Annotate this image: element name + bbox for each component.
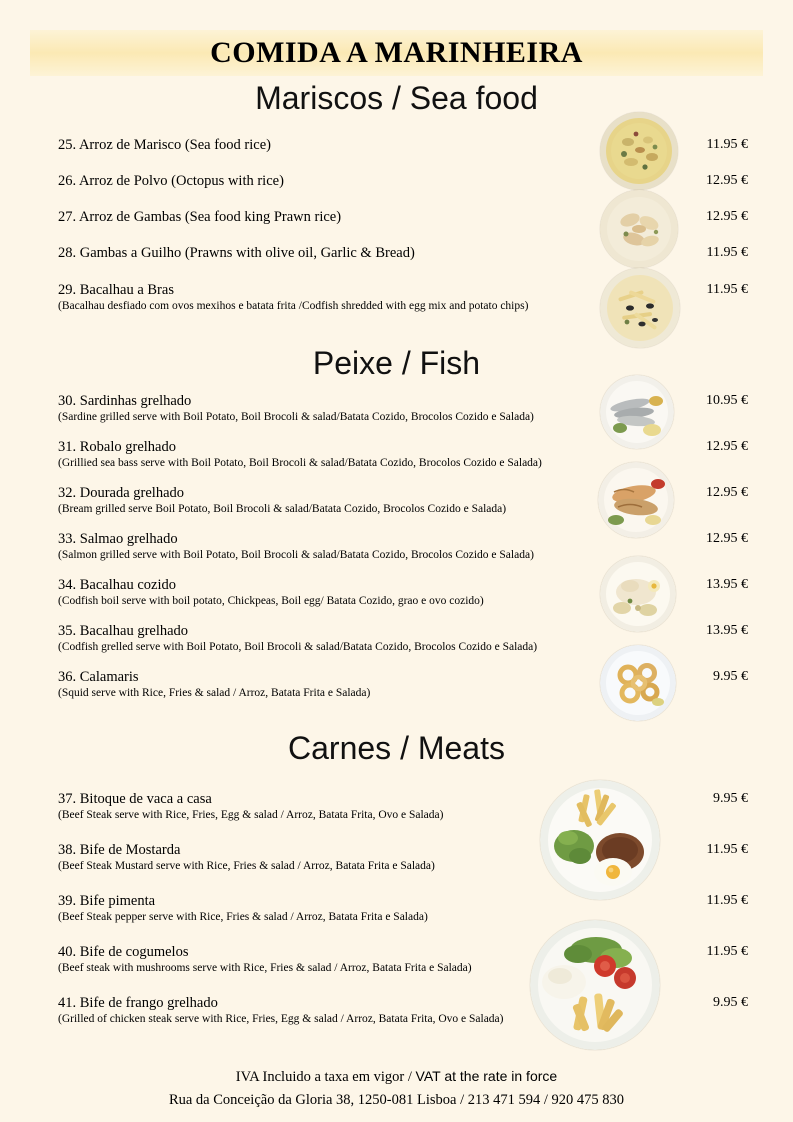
item-name: 34. Bacalhau cozido — [58, 576, 176, 593]
item-price: 12.95 € — [706, 173, 748, 189]
calamari-photo — [600, 645, 676, 721]
item-price: 11.95 € — [706, 245, 748, 261]
bacalhau-bras-photo — [600, 268, 680, 348]
item-price: 12.95 € — [706, 438, 748, 454]
item-name: 29. Bacalhau a Bras — [58, 281, 174, 298]
grilled-sardines-photo — [600, 375, 674, 449]
item-name: 35. Bacalhau grelhado — [58, 622, 189, 639]
item-name: 28. Gambas a Guilho (Prawns with olive oil, Garlic & Bread) — [58, 245, 415, 262]
section-heading-meats: Carnes / Meats — [288, 730, 505, 766]
item-name: 32. Dourada grelhado — [58, 484, 185, 501]
item-description: (Bream grilled serve Boil Potato, Boil Brocoli & salad/Batata Cozido, Brocolos Cozido e Salada) — [58, 502, 507, 515]
item-price: 9.95 € — [713, 791, 748, 806]
menu-title-banner — [30, 30, 763, 76]
item-description: (Beef Steak Mustard serve with Rice, Fries & salad / Arroz, Batata Frita e Salada) — [58, 860, 435, 873]
item-name: 41. Bife de frango grelhado — [58, 994, 218, 1011]
item-price: 12.95 € — [706, 484, 748, 500]
item-name: 25. Arroz de Marisco (Sea food rice) — [58, 137, 271, 153]
item-price: 11.95 € — [706, 892, 748, 908]
item-name: 39. Bife pimenta — [58, 892, 156, 909]
item-description: (Codfish grelled serve with Boil Potato, Boil Brocoli & salad/Batata Cozido, Brocolos Cozido e Salada) — [58, 640, 538, 653]
item-price: 11.95 € — [706, 841, 748, 857]
item-description: (Beef Steak pepper serve with Rice, Fries & salad / Arroz, Batata Frita e Salada) — [58, 910, 428, 923]
item-name: 33. Salmao grelhado — [58, 530, 178, 547]
grilled-bream-photo — [598, 462, 674, 538]
footer-address: Rua da Conceição da Gloria 38, 1250-081 Lisboa / 213 471 594 / 920 475 830 — [168, 1092, 625, 1108]
menu-item — [58, 892, 748, 925]
item-price: 12.95 € — [706, 530, 748, 546]
item-description: (Codfish boil serve with boil potato, Chickpeas, Boil egg/ Batata Cozido, grao e ovo cozido) — [58, 594, 484, 607]
item-name: 31. Robalo grelhado — [58, 438, 176, 455]
item-description: (Salmon grilled serve with Boil Potato, Boil Brocoli & salad/Batata Cozido, Brocolos Cozido e Salada) — [58, 548, 534, 561]
item-name: 30. Sardinhas grelhado — [58, 393, 192, 409]
item-description: (Grillied sea bass serve with Boil Potato, Boil Brocoli & salad/Batata Cozido, Brocolos Cozido e Salada) — [58, 457, 542, 470]
item-name: 26. Arroz de Polvo (Octopus with rice) — [58, 173, 284, 190]
section-heading-seafood: Mariscos / Sea food — [255, 80, 538, 116]
item-name: 36. Calamaris — [58, 668, 139, 685]
item-description: (Beef steak with mushrooms serve with Rice, Fries & salad / Arroz, Batata Frita e Salada) — [58, 961, 472, 974]
item-name: 38. Bife de Mostarda — [58, 841, 181, 858]
item-description: (Sardine grilled serve with Boil Potato, Boil Brocoli & salad/Batata Cozido, Brocolos Cozido e Salada) — [58, 411, 534, 424]
item-price: 9.95 € — [713, 994, 748, 1010]
boiled-codfish-photo — [600, 556, 676, 632]
item-description: (Squid serve with Rice, Fries & salad / Arroz, Batata Frita e Salada) — [58, 686, 371, 699]
item-description: (Grilled of chicken steak serve with Rice, Fries, Egg & salad / Arroz, Batata Frita, Ovo e Salada) — [58, 1012, 504, 1025]
item-name: 37. Bitoque de vaca a casa — [58, 791, 212, 807]
seafood-rice-photo — [600, 112, 678, 190]
prawn-rice-photo — [600, 190, 678, 268]
item-name: 40. Bife de cogumelos — [58, 943, 189, 960]
item-price: 11.95 € — [706, 943, 748, 959]
steak-fries-salad-photo — [530, 920, 660, 1050]
item-name: 27. Arroz de Gambas (Sea food king Prawn rice) — [58, 209, 342, 226]
beef-steak-egg-photo — [540, 780, 660, 900]
item-price: 12.95 € — [706, 209, 748, 225]
item-price: 11.95 € — [706, 281, 748, 297]
footer-vat-note — [0, 1068, 793, 1086]
footer — [0, 1068, 793, 1109]
footer-vat-pt: IVA Incluido a taxa em vigor / — [235, 1069, 416, 1085]
item-description: (Bacalhau desfiado com ovos mexihos e batata frita /Codfish shredded with egg mix and potato chips) — [58, 299, 529, 312]
section-heading-fish: Peixe / Fish — [312, 345, 481, 381]
page-title: COMIDA A MARINHEIRA — [210, 36, 583, 69]
item-price: 11.95 € — [706, 137, 748, 152]
item-price: 9.95 € — [713, 668, 748, 684]
item-price: 10.95 € — [706, 393, 748, 408]
item-description: (Beef Steak serve with Rice, Fries, Egg & salad / Arroz, Batata Frita, Ovo e Salada) — [58, 809, 444, 822]
item-price: 13.95 € — [706, 576, 748, 592]
item-price: 13.95 € — [706, 622, 748, 638]
footer-vat-en: VAT at the rate in force — [415, 1068, 558, 1084]
